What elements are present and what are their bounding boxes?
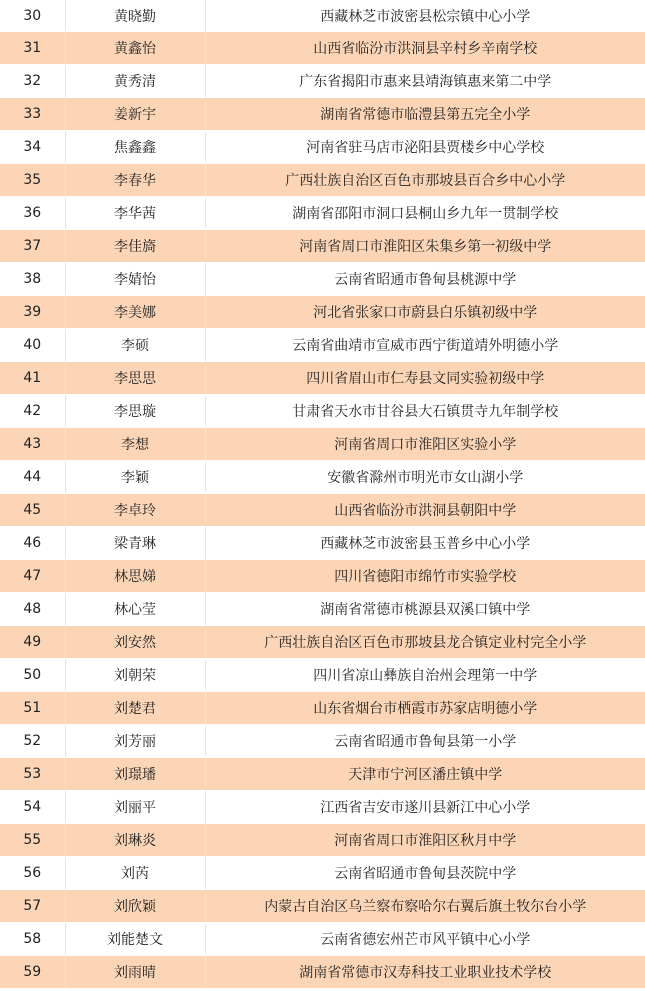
student-name-cell: 李美娜 [65, 296, 205, 329]
row-number-cell: 48 [0, 593, 65, 626]
school-name-cell: 四川省眉山市仁寿县文同实验初级中学 [205, 362, 645, 395]
school-name-cell: 广西壮族自治区百色市那坡县百合乡中心小学 [205, 164, 645, 197]
row-number-cell: 36 [0, 197, 65, 230]
school-name-cell: 山西省临汾市洪洞县朝阳中学 [205, 494, 645, 527]
school-name-cell: 湖南省常德市汉寿科技工业职业技术学校 [205, 956, 645, 989]
student-name-cell: 刘安然 [65, 626, 205, 659]
school-name-cell: 山西省临汾市洪洞县辛村乡辛南学校 [205, 32, 645, 65]
table-row [0, 659, 645, 692]
school-name-cell: 河南省周口市淮阳区朱集乡第一初级中学 [205, 230, 645, 263]
row-number-cell: 52 [0, 725, 65, 758]
school-name-cell: 江西省吉安市遂川县新江中心小学 [205, 791, 645, 824]
row-number-cell: 38 [0, 263, 65, 296]
row-number-cell: 35 [0, 164, 65, 197]
student-name-cell: 刘雨晴 [65, 956, 205, 989]
student-name-cell: 李卓玲 [65, 494, 205, 527]
school-name-cell: 云南省德宏州芒市风平镇中心小学 [205, 923, 645, 956]
row-number-cell: 51 [0, 692, 65, 725]
table-row [0, 164, 645, 197]
row-number-cell: 47 [0, 560, 65, 593]
row-number-cell: 43 [0, 428, 65, 461]
school-name-cell: 云南省昭通市鲁甸县第一小学 [205, 725, 645, 758]
row-number-cell: 40 [0, 329, 65, 362]
school-name-cell: 河南省周口市淮阳区实验小学 [205, 428, 645, 461]
student-name-cell: 刘芮 [65, 857, 205, 890]
student-name-cell: 李婧怡 [65, 263, 205, 296]
table-row [0, 857, 645, 890]
table-row [0, 428, 645, 461]
school-name-cell: 湖南省邵阳市洞口县桐山乡九年一贯制学校 [205, 197, 645, 230]
row-number-cell: 55 [0, 824, 65, 857]
school-name-cell: 广西壮族自治区百色市那坡县龙合镇定业村完全小学 [205, 626, 645, 659]
table-row [0, 65, 645, 98]
school-name-cell: 安徽省滁州市明光市女山湖小学 [205, 461, 645, 494]
table-row [0, 692, 645, 725]
school-name-cell: 西藏林芝市波密县松宗镇中心小学 [205, 0, 645, 32]
table-row [0, 593, 645, 626]
table-row [0, 560, 645, 593]
row-number-cell: 58 [0, 923, 65, 956]
table-row [0, 395, 645, 428]
row-number-cell: 41 [0, 362, 65, 395]
table-row [0, 527, 645, 560]
row-number-cell: 44 [0, 461, 65, 494]
school-name-cell: 广东省揭阳市惠来县靖海镇惠来第二中学 [205, 65, 645, 98]
table-row [0, 329, 645, 362]
school-name-cell: 甘肃省天水市甘谷县大石镇贯寺九年制学校 [205, 395, 645, 428]
row-number-cell: 56 [0, 857, 65, 890]
row-number-cell: 45 [0, 494, 65, 527]
table-row [0, 824, 645, 857]
row-number-cell: 50 [0, 659, 65, 692]
school-name-cell: 湖南省常德市桃源县双溪口镇中学 [205, 593, 645, 626]
school-name-cell: 云南省昭通市鲁甸县茨院中学 [205, 857, 645, 890]
student-name-cell: 李佳旖 [65, 230, 205, 263]
row-number-cell: 39 [0, 296, 65, 329]
row-number-cell: 49 [0, 626, 65, 659]
student-name-cell: 刘芳丽 [65, 725, 205, 758]
table-row [0, 791, 645, 824]
row-number-cell: 33 [0, 98, 65, 131]
student-name-cell: 黄晓勤 [65, 0, 205, 32]
school-name-cell: 四川省凉山彝族自治州会理第一中学 [205, 659, 645, 692]
table-row [0, 758, 645, 791]
row-number-cell: 34 [0, 131, 65, 164]
student-name-cell: 刘璟璠 [65, 758, 205, 791]
table-row [0, 362, 645, 395]
school-name-cell: 西藏林芝市波密县玉普乡中心小学 [205, 527, 645, 560]
table-row [0, 626, 645, 659]
table-row [0, 494, 645, 527]
row-number-cell: 59 [0, 956, 65, 989]
table-row [0, 890, 645, 923]
table-row [0, 98, 645, 131]
row-number-cell: 54 [0, 791, 65, 824]
student-name-cell: 李想 [65, 428, 205, 461]
school-name-cell: 湖南省常德市临澧县第五完全小学 [205, 98, 645, 131]
table-row [0, 923, 645, 956]
row-number-cell: 32 [0, 65, 65, 98]
table-row [0, 0, 645, 32]
school-name-cell: 四川省德阳市绵竹市实验学校 [205, 560, 645, 593]
student-name-cell: 李春华 [65, 164, 205, 197]
school-name-cell: 云南省昭通市鲁甸县桃源中学 [205, 263, 645, 296]
student-name-cell: 刘朝荣 [65, 659, 205, 692]
table-row [0, 461, 645, 494]
student-name-cell: 李华茜 [65, 197, 205, 230]
student-name-cell: 焦鑫鑫 [65, 131, 205, 164]
row-number-cell: 37 [0, 230, 65, 263]
student-name-cell: 刘丽平 [65, 791, 205, 824]
table-row [0, 956, 645, 989]
row-number-cell: 53 [0, 758, 65, 791]
table-row [0, 197, 645, 230]
table-row [0, 725, 645, 758]
row-number-cell: 31 [0, 32, 65, 65]
student-name-cell: 刘欣颖 [65, 890, 205, 923]
school-name-cell: 河南省周口市淮阳区秋月中学 [205, 824, 645, 857]
student-name-cell: 刘琳炎 [65, 824, 205, 857]
table-row [0, 296, 645, 329]
school-name-cell: 河南省驻马店市泌阳县贾楼乡中心学校 [205, 131, 645, 164]
row-number-cell: 57 [0, 890, 65, 923]
table-row [0, 32, 645, 65]
row-number-cell: 42 [0, 395, 65, 428]
school-name-cell: 河北省张家口市蔚县白乐镇初级中学 [205, 296, 645, 329]
school-name-cell: 山东省烟台市栖霞市苏家店明德小学 [205, 692, 645, 725]
student-name-cell: 刘楚君 [65, 692, 205, 725]
student-name-cell: 黄秀清 [65, 65, 205, 98]
school-name-cell: 内蒙古自治区乌兰察布察哈尔右翼后旗土牧尔台小学 [205, 890, 645, 923]
school-name-cell: 天津市宁河区潘庄镇中学 [205, 758, 645, 791]
school-name-cell: 云南省曲靖市宣威市西宁街道靖外明德小学 [205, 329, 645, 362]
table-row [0, 131, 645, 164]
student-name-cell: 刘能楚文 [65, 923, 205, 956]
table-row [0, 263, 645, 296]
table-row [0, 230, 645, 263]
row-number-cell: 30 [0, 0, 65, 32]
student-name-cell: 李颖 [65, 461, 205, 494]
student-name-cell: 李思璇 [65, 395, 205, 428]
student-name-cell: 林思娣 [65, 560, 205, 593]
student-name-cell: 黄鑫怡 [65, 32, 205, 65]
student-name-cell: 姜新宇 [65, 98, 205, 131]
student-name-cell: 李思思 [65, 362, 205, 395]
row-number-cell: 46 [0, 527, 65, 560]
student-name-cell: 李硕 [65, 329, 205, 362]
student-name-cell: 梁青琳 [65, 527, 205, 560]
student-name-cell: 林心莹 [65, 593, 205, 626]
